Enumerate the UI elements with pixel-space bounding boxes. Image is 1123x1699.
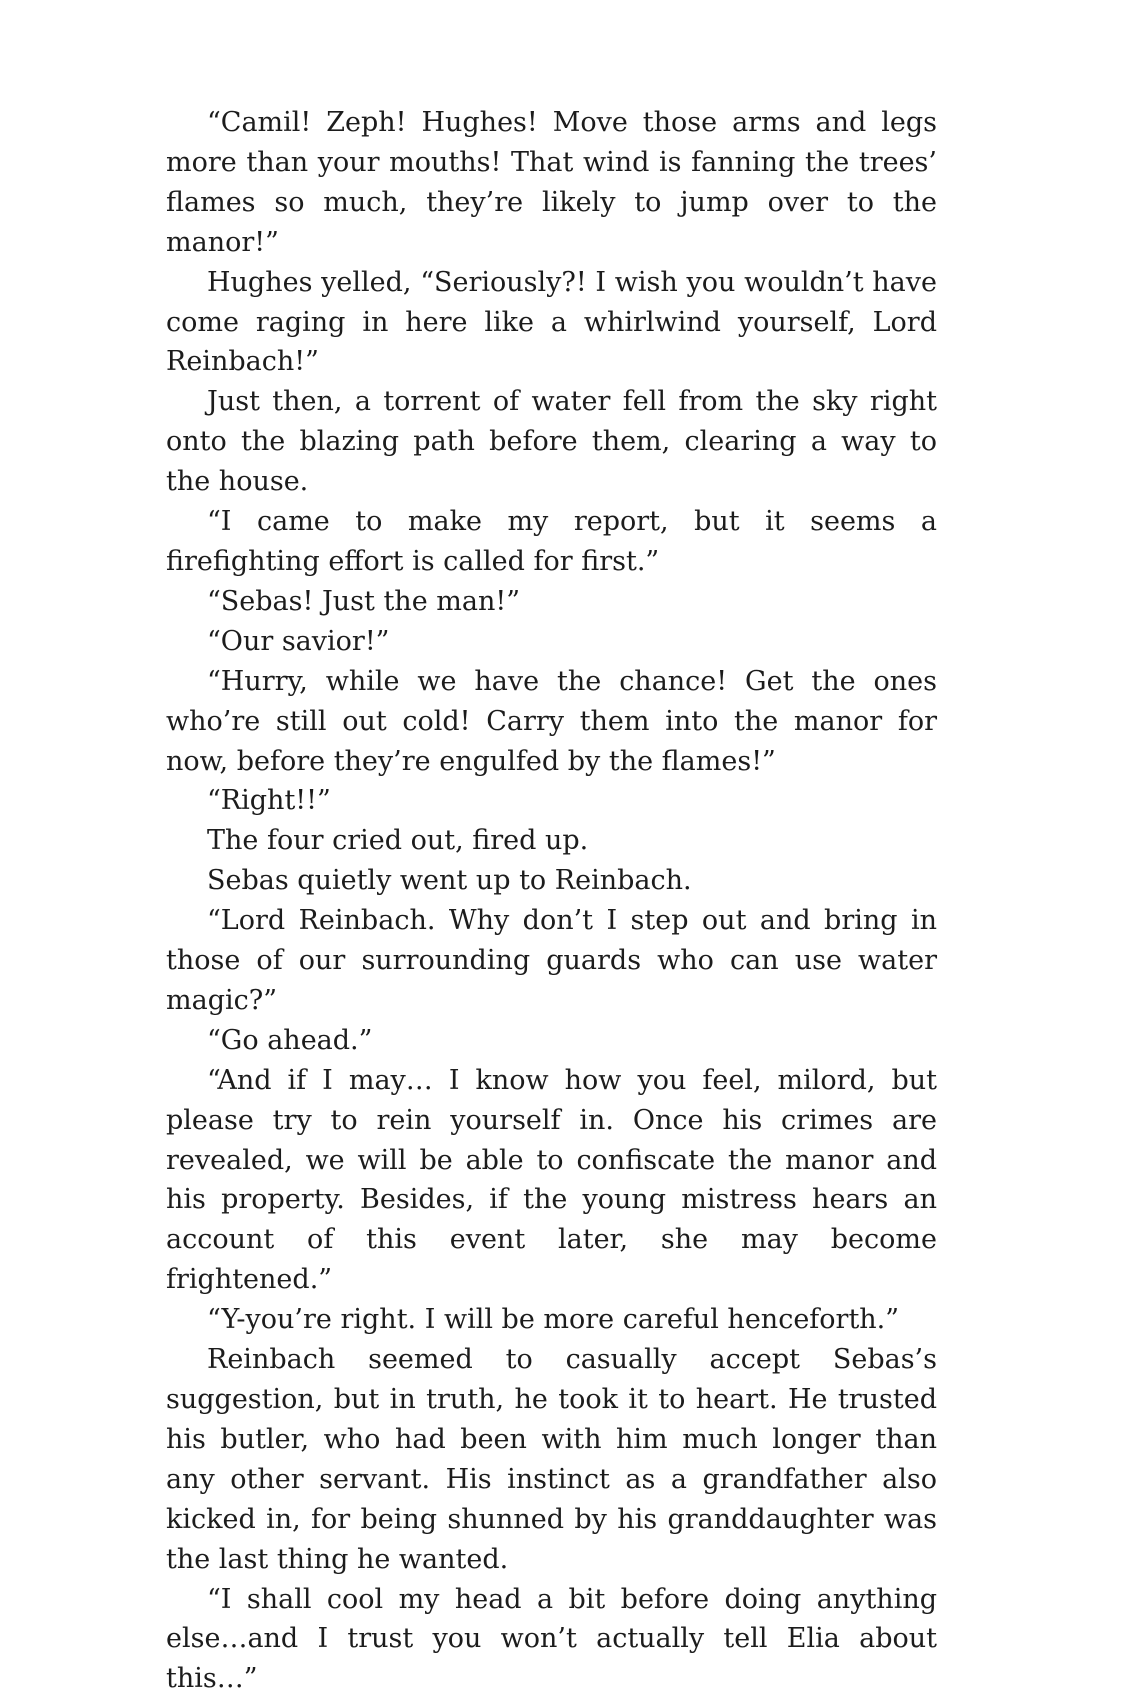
paragraph: “Y-you’re right. I will be more careful henceforth.” [207, 1304, 900, 1336]
paragraph: “Camil! Zeph! Hughes! Move those arms and legs more than your mouths! That wind is fanning the trees’ flames so much, they’re likely to jump over to the manor!” [166, 107, 937, 258]
paragraph: The four cried out, fired up. [207, 825, 589, 857]
page-body [166, 103, 937, 1699]
paragraph: Reinbach seemed to casually accept Sebas’s suggestion, but in truth, he took it to heart. He trusted his butler, who had been with him much longer than any other servant. His instinct as a grandfather also kicked in, for being shunned by his granddaughter was the last thing he wanted. [166, 1344, 937, 1575]
paragraph: “Sebas! Just the man!” [207, 585, 520, 617]
paragraph: “I came to make my report, but it seems a firefighting effort is called for first.” [166, 506, 937, 577]
paragraph: “Right!!” [207, 785, 331, 817]
paragraph: Just then, a torrent of water fell from the sky right onto the blazing path before them, clearing a way to the house. [166, 386, 937, 498]
paragraph: “And if I may… I know how you feel, milord, but please try to rein yourself in. Once his crimes are revealed, we will be able to confiscate the manor and his property. Besides, if the young mistress hears an account of this event later, she may become frightened.” [166, 1064, 937, 1296]
paragraph: “Lord Reinbach. Why don’t I step out and bring in those of our surrounding guards who can use water magic?” [166, 905, 937, 1016]
paragraph: “Go ahead.” [207, 1024, 373, 1056]
paragraph: “Our savior!” [207, 625, 390, 657]
paragraph: “Hurry, while we have the chance! Get the ones who’re still out cold! Carry them into the manor for now, before they’re engulfed by the flames!” [166, 665, 937, 777]
paragraph: “I shall cool my head a bit before doing anything else…and I trust you won’t actually tell Elia about this…” [166, 1583, 937, 1695]
paragraph: Sebas quietly went up to Reinbach. [207, 865, 692, 897]
paragraph: Hughes yelled, “Seriously?! I wish you wouldn’t have come raging in here like a whirlwind yourself, Lord Reinbach!” [166, 266, 937, 378]
